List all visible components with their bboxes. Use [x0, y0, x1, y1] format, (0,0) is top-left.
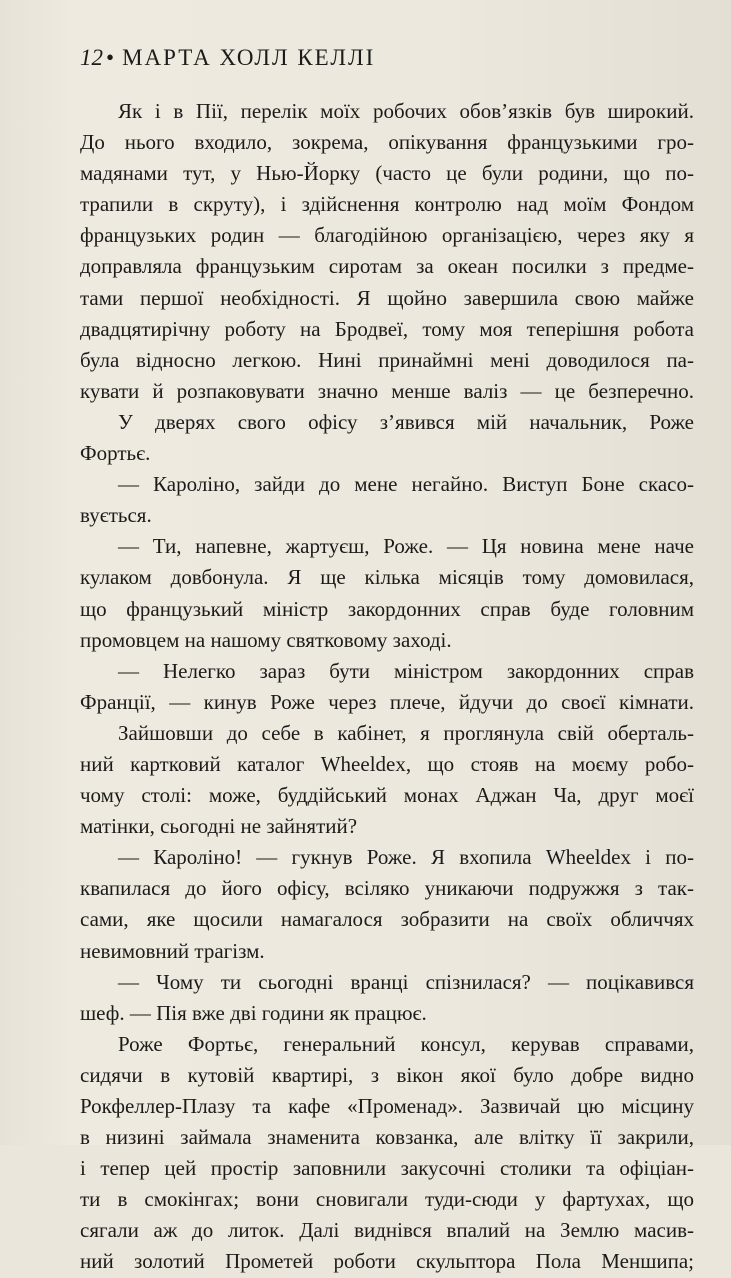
- text-line: Роже Фортьє, генеральний консул, керував справами,: [118, 1031, 694, 1056]
- text-line: сягали аж до литок. Далі виднівся впалий на Землю масив-: [80, 1218, 694, 1243]
- text-line: Фортьє.: [80, 441, 151, 466]
- text-line: трапили в скруту), і здійснення контролю над моїм Фондом: [80, 192, 694, 217]
- text-line: кувати й розпаковувати значно менше валіз — це безперечно.: [80, 378, 694, 403]
- text-line: Рокфеллер-Плазу та кафе «Променад». Зазвичай цю місцину: [80, 1094, 694, 1118]
- text-line: двадцятирічну роботу на Бродвеї, тому моя теперішня робота: [80, 316, 694, 341]
- text-line: сами, яке щосили намагалося зобразити на своїх обличчях: [80, 907, 694, 932]
- text-line: ний золотий Прометей роботи скульптора Пола Меншипа;: [80, 1249, 694, 1274]
- text-line: У дверях свого офісу з’явився мій начальник, Роже: [118, 409, 694, 434]
- text-line: була відносно легкою. Нині принаймні мені доводилося па-: [80, 347, 694, 372]
- text-line: в низині займала знаменита ковзанка, але влітку її закрили,: [80, 1125, 694, 1150]
- text-line: кулаком довбонула. Я ще кілька місяців тому домовилася,: [80, 565, 694, 590]
- text-line: шеф. — Пія вже дві години як працює.: [80, 1000, 427, 1025]
- text-line: — Кароліно! — гукнув Роже. Я вхопила Wheeldex і по-: [118, 845, 694, 870]
- header-bullet: •: [106, 45, 117, 70]
- page-number: 12: [80, 45, 103, 70]
- text-line: — Чому ти сьогодні вранці спізнилася? — поцікавився: [118, 969, 694, 994]
- text-line: квапилася до його офісу, всіляко уникаючи подружжя з так-: [80, 876, 694, 901]
- running-header: [80, 44, 375, 72]
- text-line: тами першої необхідності. Я щойно завершила свою майже: [80, 285, 694, 310]
- text-line: — Кароліно, зайди до мене негайно. Виступ Боне скасо-: [118, 472, 694, 497]
- text-line: чому столі: може, буддійський монах Аджан Ча, друг моєї: [80, 783, 694, 808]
- text-line: доправляла французьким сиротам за океан посилки з предме-: [80, 254, 694, 279]
- text-line: і тепер цей простір заповнили закусочні столики та офіціан-: [80, 1156, 694, 1181]
- text-line: ний картковий каталог Wheeldex, що стояв на моєму робо-: [80, 751, 694, 776]
- body-text: [80, 96, 694, 1278]
- text-line: ти в смокінгах; вони сновигали туди-сюди у фартухах, що: [80, 1187, 694, 1212]
- text-line: Зайшовши до себе в кабінет, я проглянула свій оберталь-: [118, 720, 694, 745]
- text-line: промовцем на нашому святковому заході.: [80, 627, 452, 652]
- text-line: невимовний трагізм.: [80, 938, 265, 963]
- running-title: МАРТА ХОЛЛ КЕЛЛІ: [122, 45, 376, 70]
- text-line: — Ти, напевне, жартуєш, Роже. — Ця новина мене наче: [118, 534, 694, 559]
- text-line: сидячи в кутовій квартирі, з вікон якої було добре видно: [80, 1062, 694, 1087]
- text-line: французьких родин — благодійною організацією, через яку я: [80, 223, 694, 248]
- text-line: До нього входило, зокрема, опікування французькими гро-: [80, 130, 694, 155]
- text-line: вується.: [80, 503, 152, 528]
- text-line: матінки, сьогодні не зайнятий?: [80, 814, 358, 839]
- text-line: мадянами тут, у Нью-Йорку (часто це були родини, що по-: [80, 161, 694, 186]
- text-line: Франції, — кинув Роже через плече, йдучи до своєї кімнати.: [80, 689, 694, 714]
- text-line: — Нелегко зараз бути міністром закордонних справ: [118, 658, 694, 683]
- text-line: Як і в Пії, перелік моїх робочих обов’язків був широкий.: [118, 99, 694, 123]
- text-line: що французький міністр закордонних справ буде головним: [80, 596, 694, 621]
